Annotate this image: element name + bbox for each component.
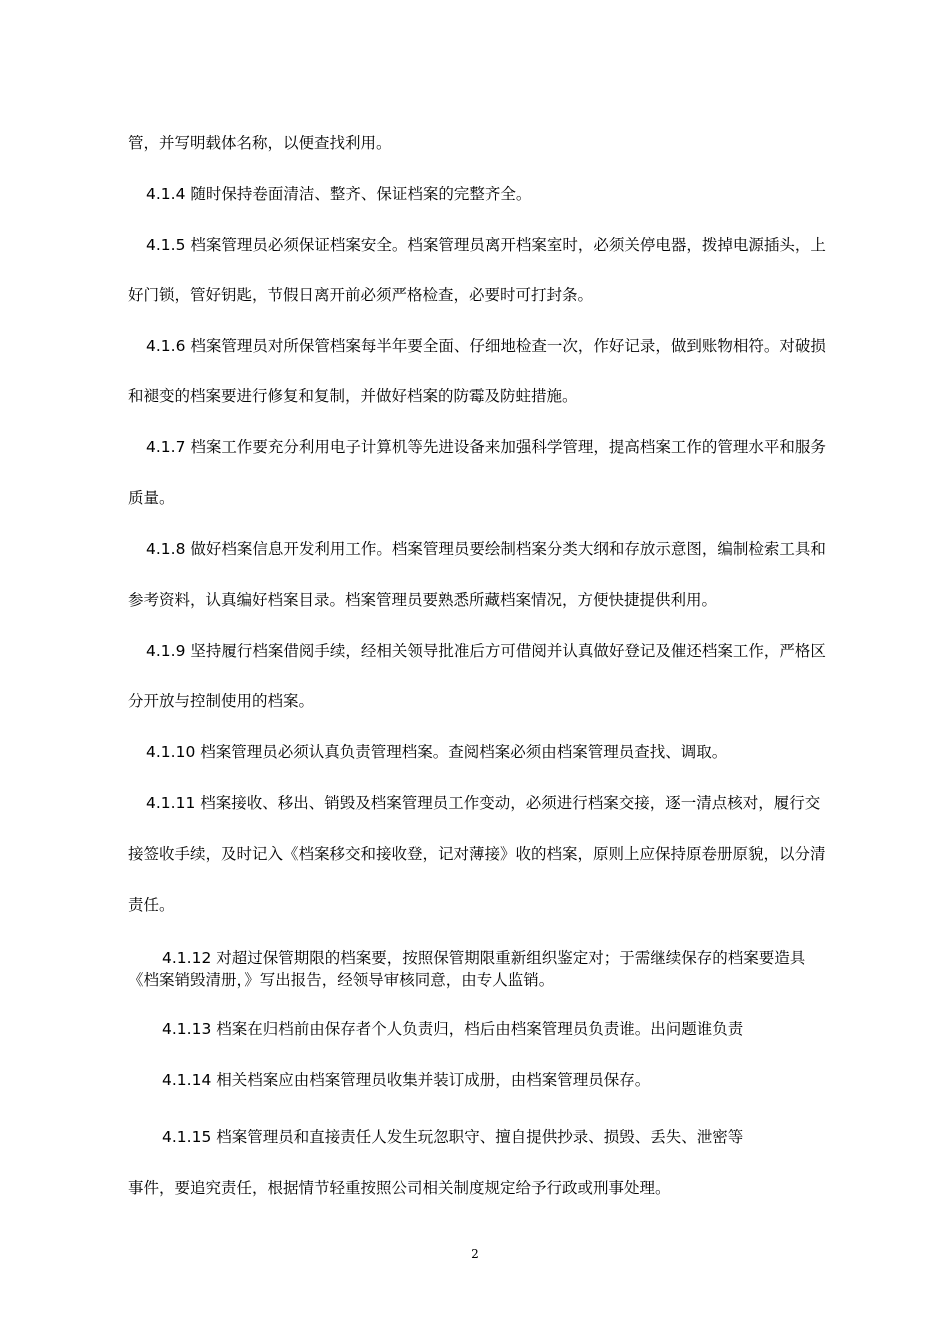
text-line: 4.1.4 随时保持卷面清洁、整齐、保证档案的完整齐全。 <box>146 185 532 203</box>
page-number: 2 <box>471 1247 479 1261</box>
text-line: 责任。 <box>128 896 175 914</box>
text-line: 4.1.9 坚持履行档案借阅手续，经相关领导批准后方可借阅并认真做好登记及催还档案工作，严格区 <box>146 642 826 660</box>
text-line: 4.1.12 对超过保管期限的档案要，按照保管期限重新组织鉴定对；于需继续保存的档案要造具 <box>162 949 806 967</box>
text-line: 4.1.8 做好档案信息开发利用工作。档案管理员要绘制档案分类大纲和存放示意图，编制检索工具和 <box>146 540 826 558</box>
text-line: 事件，要追究责任，根据情节轻重按照公司相关制度规定给予行政或刑事处理。 <box>128 1179 671 1197</box>
text-line: 4.1.13 档案在归档前由保存者个人负责归，档后由档案管理员负责谁。出问题谁负责 <box>162 1020 744 1038</box>
text-line: 质量。 <box>128 489 175 507</box>
text-line: 和褪变的档案要进行修复和复制，并做好档案的防霉及防蛀措施。 <box>128 387 578 405</box>
text-line: 接签收手续，及时记入《档案移交和接收登，记对薄接》收的档案，原则上应保持原卷册原貌，以分清 <box>128 845 826 863</box>
text-line: 4.1.15 档案管理员和直接责任人发生玩忽职守、擅自提供抄录、损毁、丢失、泄密等 <box>162 1128 744 1146</box>
text-line: 参考资料，认真编好档案目录。档案管理员要熟悉所藏档案情况，方便快捷提供利用。 <box>128 591 718 609</box>
text-line: 《档案销毁清册，》写出报告，经领导审核同意，由专人监销。 <box>128 971 555 989</box>
text-line: 4.1.11 档案接收、移出、销毁及档案管理员工作变动，必须进行档案交接，逐一清点核对，履行交 <box>146 794 821 812</box>
text-line: 4.1.10 档案管理员必须认真负责管理档案。查阅档案必须由档案管理员查找、调取。 <box>146 743 728 761</box>
text-line: 好门锁，管好钥匙，节假日离开前必须严格检查，必要时可打封条。 <box>128 286 594 304</box>
text-line: 4.1.14 相关档案应由档案管理员收集并装订成册，由档案管理员保存。 <box>162 1071 651 1089</box>
text-line: 管，并写明载体名称，以便查找利用。 <box>128 134 392 152</box>
text-line: 4.1.5 档案管理员必须保证档案安全。档案管理员离开档案室时，必须关停电器，拨掉电源插头，上 <box>146 236 826 254</box>
text-line: 4.1.7 档案工作要充分利用电子计算机等先进设备来加强科学管理，提高档案工作的管理水平和服务 <box>146 438 826 456</box>
text-line: 4.1.6 档案管理员对所保管档案每半年要全面、仔细地检查一次，作好记录，做到账物相符。对破损 <box>146 337 826 355</box>
text-line: 分开放与控制使用的档案。 <box>128 692 315 710</box>
